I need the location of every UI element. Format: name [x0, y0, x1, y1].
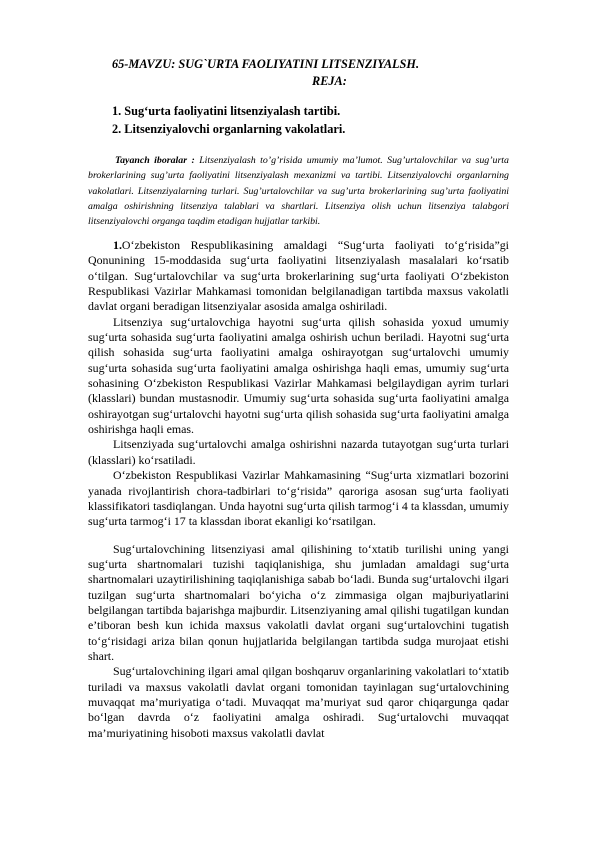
page-title: 65-MAVZU: SUG`URTA FAOLIYATINI LITSENZIYALSH.: [112, 57, 420, 71]
paragraph: Sug‘urtalovchining ilgari amal qilgan boshqaruv organlarining vakolatlari to‘xtatib turiladi va maxsus vakolatli davlat organi tomonidan tayinlagan sug‘urtalovchining muvaqqat ma’muriyatiga o‘tadi. Muvaqqat ma’muriyat sud qaror chiqargunga qadar bo‘lgan davrda o‘z faoliyatini amalga oshiradi. Sug‘urtalovchi muvaqqat ma’muriyatining hisoboti maxsus vakolatli davlat: [88, 664, 509, 740]
plan-list: [112, 103, 512, 138]
paragraph: Litsenziya sug‘urtalovchiga hayotni sug‘urta qilish sohasida yoxud umumiy sug‘urta sohasida sug‘urta faoliyatini amalga oshirish uchun beriladi. Hayotni sug‘urta qilish sohasida sug‘urta faoliyatini amalga oshirayotgan sug‘urtalovchi umumiy sug‘urta sohasida sug‘urta faoliyatini amalga oshirishga haqli emas, umumiy sug‘urta sohasining O‘zbekiston Respublikasi Vazirlar Mahkamasi belgilaydigan ayrim turlari (klasslari) bundan mustasnodir. Umumiy sug‘urta sohasida sug‘urta faoliyatini amalga oshirayotgan sug‘urtalovchi hayotni sug‘urta qilish sohasida sug‘urta faoliyatini amalga oshirishga haqli emas.: [88, 314, 509, 437]
paragraph: Litsenziyada sug‘urtalovchi amalga oshirishni nazarda tutayotgan sug‘urta turlari (klasslari) ko‘rsatiladi.: [88, 437, 509, 467]
paragraph: Sug‘urtalovchining litsenziyasi amal qilishining to‘xtatib turilishi uning yangi sug‘urta shartnomalari tuzishi taqiqlanishiga, shu jumladan amaldagi sug‘urta shartnomalari uzaytirilishining taqiqlanishiga sabab bo‘ladi. Bunda sug‘urtalovchi ilgari tuzilgan sug‘urta shartnomalari bo‘yicha o‘z zimmasiga olgan majburiyatlarini belgilangan tartibda bajarishga majburdir. Litsenziyaning amal qilishi tugatilgan kundan e’tiboran besh kun ichida maxsus vakolatli davlat organi sug‘urtalovchini tugatish to‘g‘risidagi ariza bilan qonun hujjatlarida belgilangan tartibda sudga murojaat etishi shart.: [88, 541, 509, 663]
keywords-block: [88, 153, 509, 229]
section-number: 1.: [113, 238, 122, 252]
paragraph: [88, 238, 509, 315]
keywords-text: Litsenziyalash to’g’risida umumiy ma’lumot. Sug’urtalovchilar va sug’urta brokerlarining sug’urta faoliyatini litsenziyalash mexanizmi va tartibi. Litsenziyalovchi organlarning vakolatlari. Litsenziyalarning turlari. Sug’urtalovchilar va sug’urta brokerlarining sug’urta faoliyatini amalga oshirishning litsenziya talablari va shartlari. Litsenziya olish uchun litsenziya talabgori litsenziyalovchi organga taqdim etadigan hujjatlar tarkibi.: [88, 155, 509, 228]
paragraph: O‘zbekiston Respublikasi Vazirlar Mahkamasining “Sug‘urta xizmatlari bozorini yanada rivojlantirish chora-tadbirlari to‘g‘risida” qaroriga asosan sug‘urta faoliyati klassifikatori tasdiqlangan. Unda hayotni sug‘urta qilish tarmog‘i 4 ta klassdan, umumiy sug‘urta tarmog‘i 17 ta klassdan iborat ekanligi ko‘rsatilgan.: [88, 468, 509, 529]
plan-item: 1. Sug‘urta faoliyatini litsenziyalash tartibi.: [112, 104, 341, 118]
plan-heading: REJA:: [312, 74, 347, 88]
paragraph-text: O‘zbekiston Respublikasining amaldagi “Sug‘urta faoliyati to‘g‘risida”gi Qonunining 15-moddasida sug‘urta faoliyatini litsenziyalash masalalari ko‘rsatib o‘tilgan. Sug‘urtalovchilar va sug‘urta brokerlarining sug‘urta faoliyati O‘zbekiston Respublikasi Vazirlar Mahkamasi tomonidan belgilanadigan tartibda maxsus vakolatli davlat organi beradigan litsenziyalar asosida amalga oshiriladi.: [88, 238, 509, 314]
keywords-label: Tayanch iboralar :: [115, 155, 195, 166]
plan-item: 2. Litsenziyalovchi organlarning vakolatlari.: [112, 121, 346, 136]
body-text: [88, 238, 509, 741]
